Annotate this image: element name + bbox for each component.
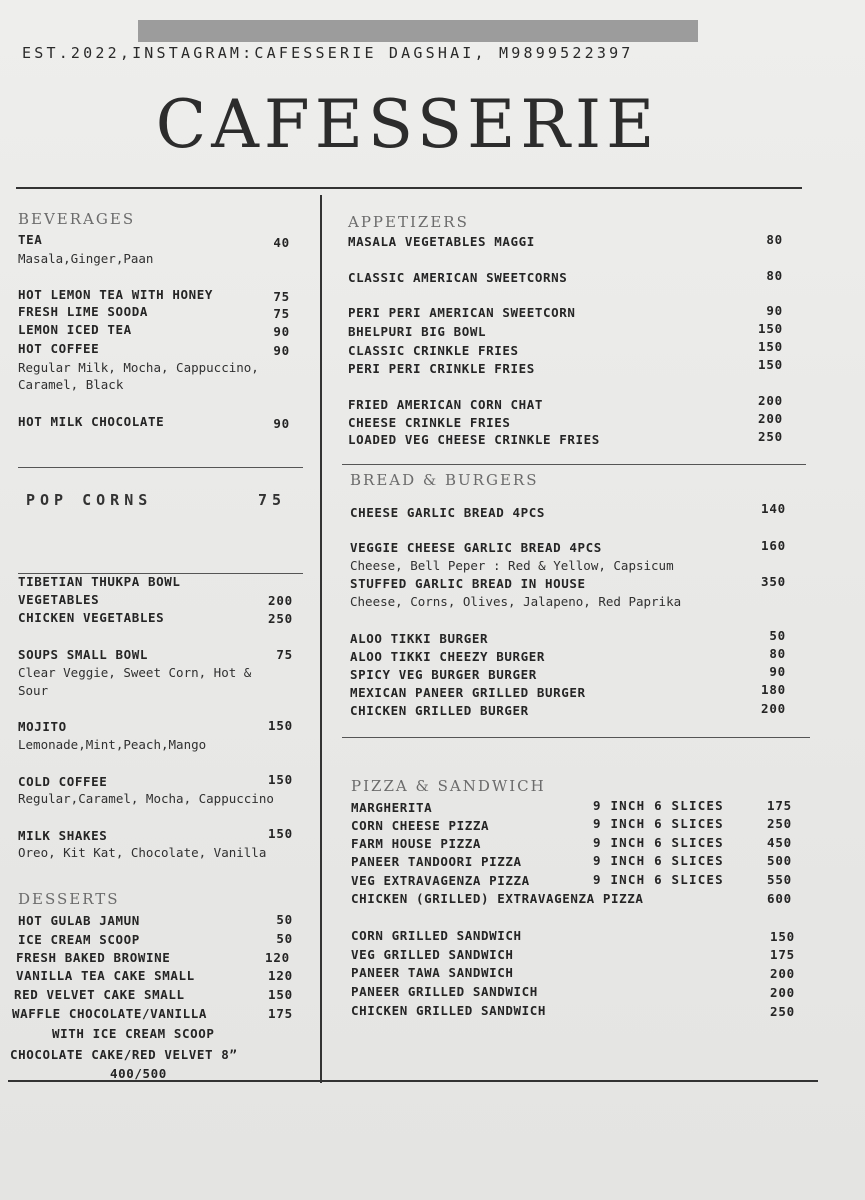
- menu-item-name: HOT LEMON TEA WITH HONEY: [18, 287, 214, 302]
- menu-item-name: MARGHERITA: [351, 800, 433, 815]
- pizza-sandwich-heading: PIZZA & SANDWICH: [351, 777, 546, 795]
- menu-item-name: ALOO TIKKI CHEEZY BURGER: [350, 649, 546, 664]
- menu-item-price: 250: [770, 1004, 795, 1019]
- left-divider-1: [18, 467, 303, 468]
- menu-item-price: 200: [770, 966, 795, 981]
- menu-item-price: 150: [770, 929, 795, 944]
- menu-item-price: 50: [769, 628, 786, 643]
- menu-item-price: 150: [758, 339, 783, 354]
- beverages-heading: BEVERAGES: [18, 210, 136, 228]
- menu-item-price: 80: [766, 232, 783, 247]
- menu-item-price: 160: [761, 538, 786, 553]
- header-bar: [138, 20, 698, 42]
- menu-item-name: VEGGIE CHEESE GARLIC BREAD 4PCS: [350, 540, 602, 555]
- menu-item-name: MILK SHAKES: [18, 828, 108, 843]
- menu-item-price: 200: [268, 593, 293, 608]
- menu-item-name: PANEER TANDOORI PIZZA: [351, 854, 522, 869]
- menu-item-price: 120: [265, 950, 290, 965]
- menu-item-name: ICE CREAM SCOOP: [18, 932, 140, 947]
- menu-item-desc: Oreo, Kit Kat, Chocolate, Vanilla: [18, 845, 267, 860]
- column-divider: [320, 195, 322, 1083]
- menu-item-price: 80: [769, 646, 786, 661]
- menu-item-size: 9 INCH 6 SLICES: [593, 816, 724, 831]
- menu-item-desc: Regular Milk, Mocha, Cappuccino,: [18, 360, 259, 375]
- menu-item-price: 150: [268, 718, 293, 733]
- menu-item-price: 40: [273, 235, 290, 250]
- menu-item-desc: Caramel, Black: [18, 377, 124, 392]
- menu-item-price: 50: [276, 912, 293, 927]
- menu-item-size: 9 INCH 6 SLICES: [593, 872, 724, 887]
- menu-item-price: 550: [767, 872, 792, 887]
- menu-item-name: CHICKEN GRILLED BURGER: [350, 703, 529, 718]
- menu-item-name: PANEER GRILLED SANDWICH: [351, 984, 538, 999]
- menu-item-desc: Clear Veggie, Sweet Corn, Hot &: [18, 665, 252, 680]
- menu-item-name: CHICKEN VEGETABLES: [18, 610, 165, 625]
- menu-item-name: MEXICAN PANEER GRILLED BURGER: [350, 685, 586, 700]
- menu-item-name: CLASSIC AMERICAN SWEETCORNS: [348, 270, 568, 285]
- menu-item-price: 500: [767, 853, 792, 868]
- menu-item-name: VANILLA TEA CAKE SMALL: [16, 968, 195, 983]
- menu-item-price: 75: [273, 306, 290, 321]
- menu-item-size: 9 INCH 6 SLICES: [593, 853, 724, 868]
- menu-item-name: COLD COFFEE: [18, 774, 108, 789]
- menu-item-desc: Regular,Caramel, Mocha, Cappuccino: [18, 791, 274, 806]
- menu-item-name: HOT COFFEE: [18, 341, 100, 356]
- right-divider-2: [342, 737, 810, 738]
- menu-item-price: 175: [767, 798, 792, 813]
- menu-item-name: PERI PERI AMERICAN SWEETCORN: [348, 305, 576, 320]
- menu-item-name: HOT MILK CHOCOLATE: [18, 414, 165, 429]
- menu-item-name: TIBETIAN THUKPA BOWL: [18, 574, 181, 589]
- menu-item-price: 250: [268, 611, 293, 626]
- menu-item-price: 600: [767, 891, 792, 906]
- popcorn-price: 75: [258, 491, 287, 509]
- menu-item-price: 90: [273, 416, 290, 431]
- menu-item-price: 140: [761, 501, 786, 516]
- menu-item-name: MOJITO: [18, 719, 67, 734]
- menu-item-price: 90: [766, 303, 783, 318]
- menu-item-price: 150: [758, 357, 783, 372]
- menu-item-desc: Lemonade,Mint,Peach,Mango: [18, 737, 207, 752]
- menu-item-name: PANEER TAWA SANDWICH: [351, 965, 514, 980]
- menu-item-price: 180: [761, 682, 786, 697]
- menu-item-name: TEA: [18, 232, 43, 247]
- menu-item-price: 175: [268, 1006, 293, 1021]
- menu-item-name: FRESH LIME SOODA: [18, 304, 149, 319]
- menu-item-desc: WITH ICE CREAM SCOOP: [52, 1026, 215, 1041]
- menu-item-desc: Cheese, Bell Peper : Red & Yellow, Capsicum: [350, 558, 674, 573]
- est-line: EST.2022,INSTAGRAM:CAFESSERIE DAGSHAI, M9899522397: [22, 44, 634, 62]
- menu-item-name: VEG EXTRAVAGENZA PIZZA: [351, 873, 530, 888]
- menu-item-name: RED VELVET CAKE SMALL: [14, 987, 185, 1002]
- appetizers-heading: APPETIZERS: [348, 213, 469, 231]
- desserts-heading: DESSERTS: [18, 890, 120, 908]
- menu-item-price: 250: [767, 816, 792, 831]
- menu-item-price: 150: [758, 321, 783, 336]
- cafe-title: CAFESSERIE: [155, 86, 660, 163]
- menu-item-name: ALOO TIKKI BURGER: [350, 631, 489, 646]
- menu-item-price: 75: [273, 289, 290, 304]
- menu-item-name: CHEESE CRINKLE FRIES: [348, 415, 511, 430]
- menu-item-name: LOADED VEG CHEESE CRINKLE FRIES: [348, 432, 600, 447]
- right-divider-1: [342, 464, 806, 465]
- menu-item-price: 90: [273, 324, 290, 339]
- menu-item-price: 200: [761, 701, 786, 716]
- menu-item-name: FRIED AMERICAN CORN CHAT: [348, 397, 544, 412]
- menu-item-price: 80: [766, 268, 783, 283]
- menu-item-name: FARM HOUSE PIZZA: [351, 836, 482, 851]
- menu-item-price: 400/500: [110, 1066, 167, 1081]
- menu-item-name: MASALA VEGETABLES MAGGI: [348, 234, 535, 249]
- menu-item-name: SOUPS SMALL BOWL: [18, 647, 149, 662]
- menu-item-price: 50: [276, 931, 293, 946]
- header-divider: [16, 187, 802, 189]
- menu-item-name: CHICKEN (GRILLED) EXTRAVAGENZA PIZZA: [351, 891, 644, 906]
- menu-item-name: CHOCOLATE CAKE/RED VELVET 8”: [10, 1047, 238, 1062]
- menu-item-price: 200: [758, 411, 783, 426]
- menu-item-price: 120: [268, 968, 293, 983]
- menu-item-name: LEMON ICED TEA: [18, 322, 132, 337]
- menu-item-name: VEGETABLES: [18, 592, 100, 607]
- menu-item-name: PERI PERI CRINKLE FRIES: [348, 361, 535, 376]
- bread-burgers-heading: BREAD & BURGERS: [350, 471, 539, 489]
- menu-item-name: CORN GRILLED SANDWICH: [351, 928, 522, 943]
- menu-item-price: 200: [770, 985, 795, 1000]
- menu-item-size: 9 INCH 6 SLICES: [593, 835, 724, 850]
- menu-item-desc: Cheese, Corns, Olives, Jalapeno, Red Paprika: [350, 594, 682, 609]
- menu-item-name: WAFFLE CHOCOLATE/VANILLA: [12, 1006, 208, 1021]
- menu-item-price: 200: [758, 393, 783, 408]
- menu-item-name: CLASSIC CRINKLE FRIES: [348, 343, 519, 358]
- menu-item-desc: Sour: [18, 683, 49, 698]
- menu-item-price: 150: [268, 772, 293, 787]
- menu-item-price: 175: [770, 947, 795, 962]
- menu-item-name: SPICY VEG BURGER BURGER: [350, 667, 537, 682]
- menu-item-price: 350: [761, 574, 786, 589]
- menu-item-price: 150: [268, 987, 293, 1002]
- menu-item-price: 75: [276, 647, 293, 662]
- menu-item-price: 90: [273, 343, 290, 358]
- menu-item-name: FRESH BAKED BROWINE: [16, 950, 171, 965]
- popcorn-name: POP CORNS: [26, 491, 153, 509]
- menu-item-price: 250: [758, 429, 783, 444]
- menu-item-name: VEG GRILLED SANDWICH: [351, 947, 514, 962]
- menu-item-size: 9 INCH 6 SLICES: [593, 798, 724, 813]
- menu-item-price: 150: [268, 826, 293, 841]
- menu-item-price: 450: [767, 835, 792, 850]
- menu-item-name: CHEESE GARLIC BREAD 4PCS: [350, 505, 546, 520]
- menu-item-desc: Masala,Ginger,Paan: [18, 251, 154, 266]
- menu-item-price: 90: [769, 664, 786, 679]
- menu-item-name: HOT GULAB JAMUN: [18, 913, 140, 928]
- menu-item-name: CORN CHEESE PIZZA: [351, 818, 490, 833]
- menu-item-name: STUFFED GARLIC BREAD IN HOUSE: [350, 576, 586, 591]
- menu-item-name: CHICKEN GRILLED SANDWICH: [351, 1003, 547, 1018]
- menu-item-name: BHELPURI BIG BOWL: [348, 324, 487, 339]
